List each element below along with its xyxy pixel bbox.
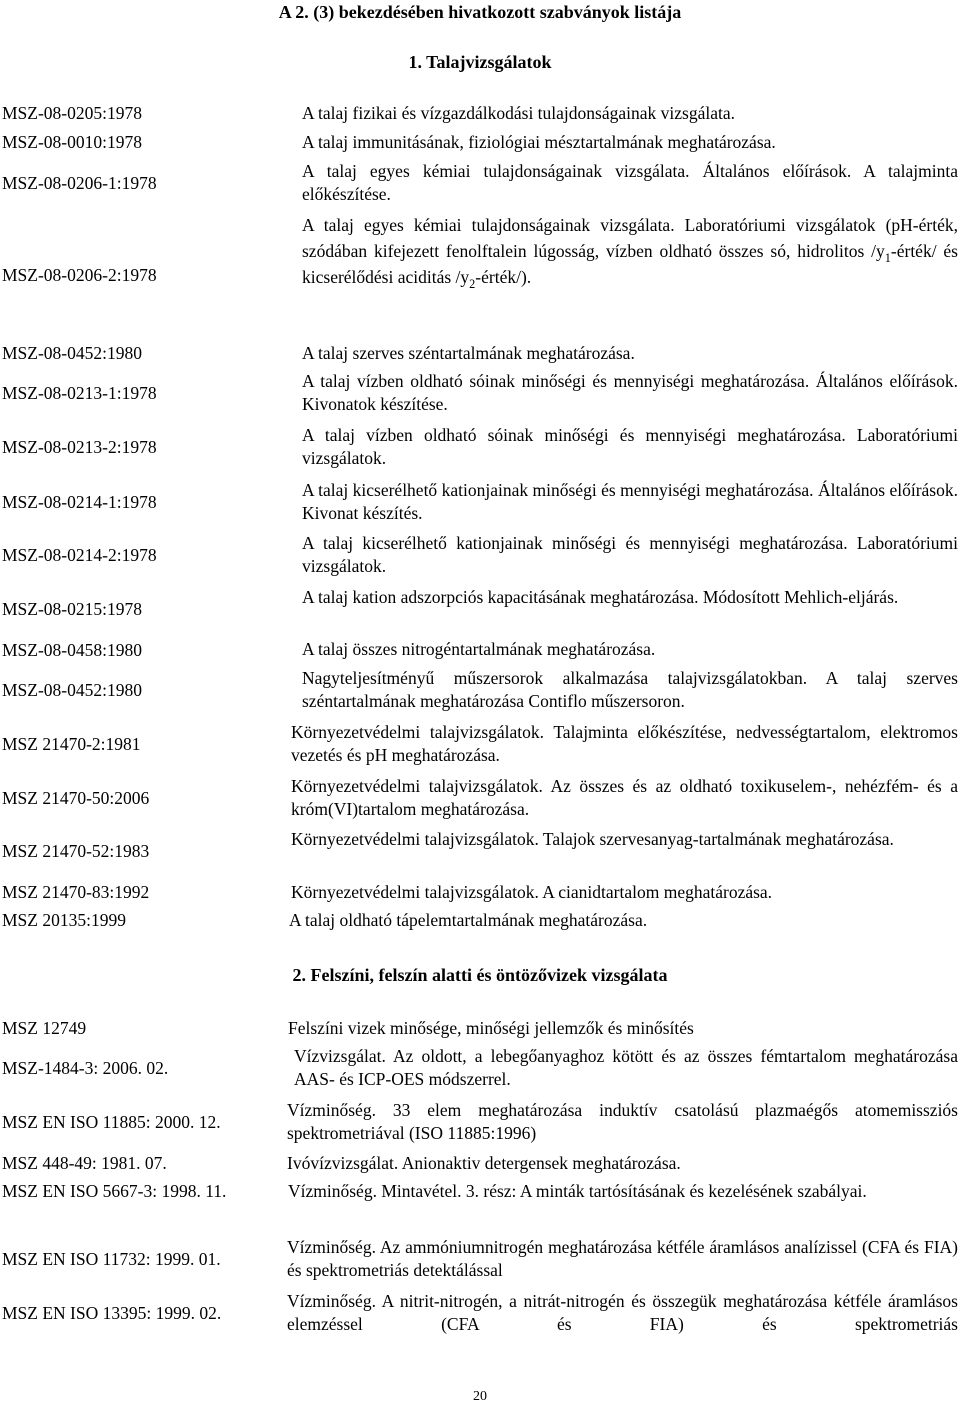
section-heading-water: 2. Felszíni, felszín alatti és öntözővizek vizsgálata xyxy=(292,965,668,985)
standard-code: MSZ EN ISO 5667-3: 1998. 11. xyxy=(2,1181,227,1201)
standard-code: MSZ-08-0214-1:1978 xyxy=(2,492,157,512)
standard-code: MSZ EN ISO 11885: 2000. 12. xyxy=(2,1112,221,1132)
standard-code: MSZ 21470-52:1983 xyxy=(2,841,150,861)
standard-code: MSZ-08-0010:1978 xyxy=(2,132,142,152)
standard-description: A talaj vízben oldható sóinak minőségi és mennyiségi meghatározása. Laboratóriumi vizsgálatok. xyxy=(302,425,958,468)
standard-description: Környezetvédelmi talajvizsgálatok. Az összes és az oldható toxikuselem-, nehézfém- és a króm(VI)tartalom meghatározása. xyxy=(291,776,958,819)
standard-code: MSZ-08-0214-2:1978 xyxy=(2,545,157,565)
standard-code: MSZ 20135:1999 xyxy=(2,910,126,930)
standard-code: MSZ-08-0452:1980 xyxy=(2,680,142,700)
standard-code: MSZ 21470-83:1992 xyxy=(2,882,150,902)
standard-code: MSZ EN ISO 11732: 1999. 01. xyxy=(2,1249,221,1269)
standard-code: MSZ-08-0452:1980 xyxy=(2,343,142,363)
section-heading-soil: 1. Talajvizsgálatok xyxy=(408,52,552,72)
standard-description: Vízminőség. A nitrit-nitrogén, a nitrát-nitrogén és összegük meghatározása kétféle áramlásos elemzéssel (CFA és FIA) és spektrometriás xyxy=(287,1291,958,1334)
standard-code: MSZ 21470-50:2006 xyxy=(2,788,150,808)
standard-code: MSZ-08-0206-2:1978 xyxy=(2,265,157,285)
standard-description: A talaj immunitásának, fiziológiai mésztartalmának meghatározása. xyxy=(302,132,776,152)
standard-description: A talaj egyes kémiai tulajdonságainak vizsgálata. Általános előírások. A talajminta előkészítése. xyxy=(302,161,958,204)
standard-description: A talaj kicserélhető kationjainak minőségi és mennyiségi meghatározása. Általános előírások. Kivonat készítés. xyxy=(302,480,958,523)
standard-description: Környezetvédelmi talajvizsgálatok. Talajok szervesanyag-tartalmának meghatározása. xyxy=(291,829,894,849)
standard-code: MSZ 21470-2:1981 xyxy=(2,734,141,754)
standard-description: A talaj fizikai és vízgazdálkodási tulajdonságainak vizsgálata. xyxy=(302,103,735,123)
standard-description: A talaj kation adszorpciós kapacitásának meghatározása. Módosított Mehlich-eljárás. xyxy=(302,587,899,607)
page-number: 20 xyxy=(473,1389,487,1404)
standard-code: MSZ-1484-3: 2006. 02. xyxy=(2,1058,169,1078)
standard-description: Vízminőség. Az ammóniumnitrogén meghatározása kétféle áramlásos analízissel (CFA és FIA) és spektrometriás detektálással xyxy=(287,1237,958,1280)
standard-code: MSZ-08-0213-2:1978 xyxy=(2,437,157,457)
standard-code: MSZ-08-0458:1980 xyxy=(2,640,142,660)
standard-code: MSZ-08-0215:1978 xyxy=(2,599,142,619)
standard-code: MSZ-08-0213-1:1978 xyxy=(2,383,157,403)
standard-description: Nagyteljesítményű műszersorok alkalmazása talajvizsgálatokban. A talaj szerves széntartalmának meghatározása Contiflo műszersoron. xyxy=(302,668,958,711)
standard-description: Környezetvédelmi talajvizsgálatok. A cianidtartalom meghatározása. xyxy=(291,882,773,902)
standard-code: MSZ-08-0206-1:1978 xyxy=(2,173,157,193)
standard-code: MSZ 448-49: 1981. 07. xyxy=(2,1153,167,1173)
standard-description: A talaj kicserélhető kationjainak minőségi és mennyiségi meghatározása. Laboratóriumi vizsgálatok. xyxy=(302,533,958,576)
standard-description: A talaj egyes kémiai tulajdonságainak vizsgálata. Laboratóriumi vizsgálatok (pH-érték, szódában kifejezett fenolftalein lúgosság, vízben oldható összes só, hidrolitos $/y_1-érték/$ és kicserélődési aciditás $/y_2-érték/$). xyxy=(302,215,958,291)
standard-code: MSZ-08-0205:1978 xyxy=(2,103,142,123)
standard-description: Környezetvédelmi talajvizsgálatok. Talajminta előkészítése, nedvességtartalom, elektromos vezetés és pH meghatározása. xyxy=(291,722,958,765)
standard-description: Vízvizsgálat. Az oldott, a lebegőanyaghoz kötött és az összes fémtartalom meghatározása AAS- és ICP-OES módszerrel. xyxy=(294,1046,958,1089)
standard-description: A talaj szerves széntartalmának meghatározása. xyxy=(302,343,635,363)
standard-description: A talaj oldható tápelemtartalmának meghatározása. xyxy=(289,910,648,930)
standard-description: Vízminőség. Mintavétel. 3. rész: A minták tartósításának és kezelésének szabályai. xyxy=(288,1181,867,1201)
document-title: A 2. (3) bekezdésében hivatkozott szabványok listája xyxy=(278,2,682,22)
standard-code: MSZ EN ISO 13395: 1999. 02. xyxy=(2,1303,222,1323)
standard-code: MSZ 12749 xyxy=(2,1018,87,1038)
standard-description: A talaj összes nitrogéntartalmának meghatározása. xyxy=(302,639,656,659)
standard-description: Felszíni vizek minősége, minőségi jellemzők és minősítés xyxy=(288,1018,694,1038)
standard-description: Ivóvízvizsgálat. Anionaktiv detergensek meghatározása. xyxy=(287,1153,681,1173)
standard-description: A talaj vízben oldható sóinak minőségi és mennyiségi meghatározása. Általános előírások. Kivonatok készítése. xyxy=(302,371,958,414)
standard-description: Vízminőség. 33 elem meghatározása induktív csatolású plazmaégős atomemissziós spektrometriával (ISO 11885:1996) xyxy=(287,1100,958,1143)
